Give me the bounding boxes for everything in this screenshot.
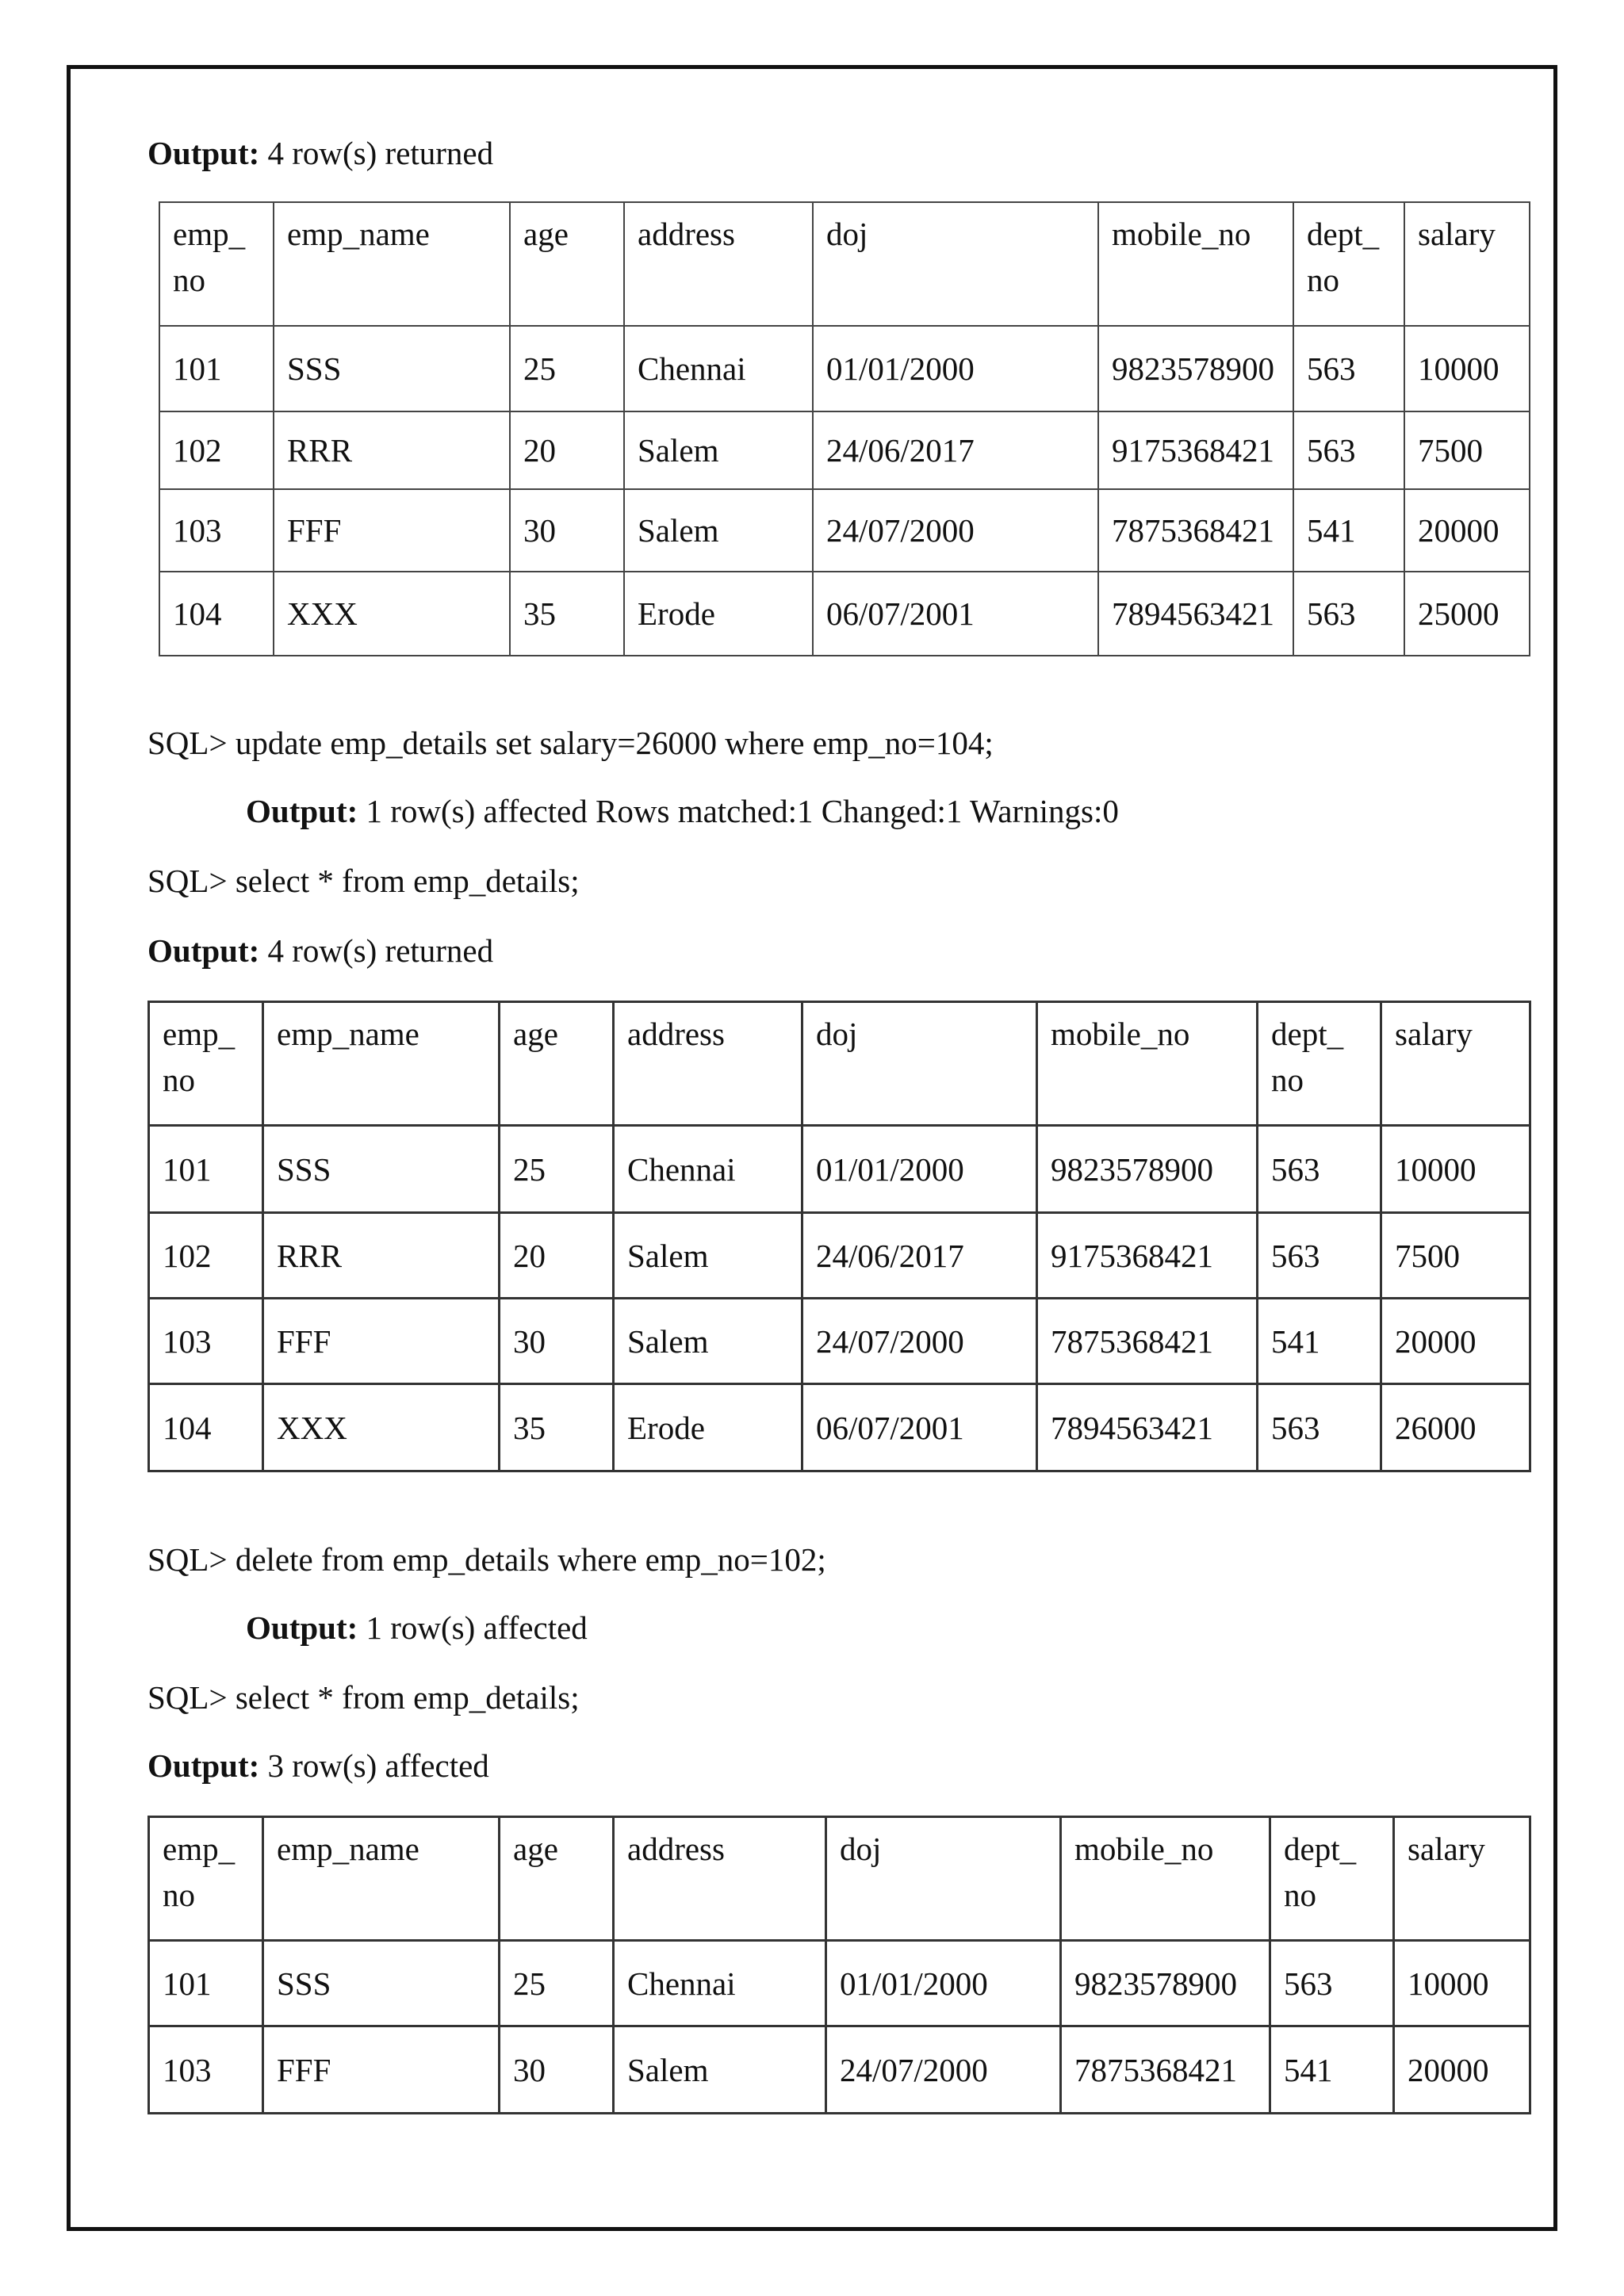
table-cell: 10000: [1404, 326, 1530, 411]
table-cell: 104: [159, 572, 274, 656]
table-cell: 20: [500, 1213, 614, 1299]
table-cell: Erode: [614, 1384, 802, 1471]
table-cell: RRR: [274, 411, 510, 489]
output-text: 3 row(s) affected: [267, 1747, 489, 1784]
column-header-text: age: [513, 1831, 558, 1867]
output-label: Output:: [246, 793, 358, 829]
table-cell: 7894563421: [1098, 572, 1293, 656]
table-row: [149, 1126, 1530, 1213]
table-cell: 103: [149, 1299, 263, 1384]
table-cell: Salem: [624, 411, 813, 489]
column-header-text: no: [163, 1877, 195, 1913]
column-header-text: emp_name: [277, 1016, 419, 1052]
column-header-text: salary: [1395, 1016, 1473, 1052]
table-cell: FFF: [274, 489, 510, 572]
table-cell: 20: [510, 411, 624, 489]
table-header-row: [149, 1002, 1530, 1126]
column-header-text: age: [513, 1016, 558, 1052]
table-cell: 30: [510, 489, 624, 572]
column-header-text: dept_: [1271, 1016, 1344, 1052]
column-header-text: doj: [816, 1016, 858, 1052]
table-cell: SSS: [274, 326, 510, 411]
table-cell: 563: [1270, 1941, 1394, 2026]
table-header-row: [159, 202, 1530, 326]
column-header: [614, 1817, 826, 1941]
table-cell: Erode: [624, 572, 813, 656]
table-cell: 7500: [1381, 1213, 1530, 1299]
output-label: Output:: [147, 135, 260, 171]
column-header-text: dept_: [1307, 216, 1380, 252]
table-cell: 01/01/2000: [826, 1941, 1061, 2026]
column-header-text: no: [1284, 1877, 1316, 1913]
column-header-text: address: [627, 1016, 725, 1052]
column-header-text: mobile_no: [1051, 1016, 1190, 1052]
table-cell: 7875368421: [1061, 2026, 1270, 2114]
output-text: 4 row(s) returned: [267, 135, 494, 171]
table-cell: XXX: [274, 572, 510, 656]
table-row: [159, 326, 1530, 411]
column-header: [813, 202, 1098, 326]
column-header: [1394, 1817, 1530, 1941]
table-cell: 563: [1258, 1384, 1381, 1471]
column-header: [1270, 1817, 1394, 1941]
column-header: [274, 202, 510, 326]
table-row: [159, 489, 1530, 572]
column-header-text: salary: [1418, 216, 1496, 252]
column-header-text: doj: [826, 216, 868, 252]
output-label: Output:: [246, 1609, 358, 1646]
column-header-text: age: [523, 216, 569, 252]
table-cell: 10000: [1394, 1941, 1530, 2026]
table-cell: 24/06/2017: [813, 411, 1098, 489]
table-cell: 24/07/2000: [826, 2026, 1061, 2114]
table-cell: 01/01/2000: [813, 326, 1098, 411]
table-cell: 103: [159, 489, 274, 572]
table-cell: 541: [1293, 489, 1404, 572]
table-cell: 101: [159, 326, 274, 411]
table-cell: 20000: [1394, 2026, 1530, 2114]
column-header: [624, 202, 813, 326]
table-cell: Salem: [614, 1299, 802, 1384]
table-cell: 30: [500, 2026, 614, 2114]
table-cell: 25: [510, 326, 624, 411]
table-row: [149, 1384, 1530, 1471]
table-cell: 563: [1258, 1126, 1381, 1213]
table-cell: 06/07/2001: [802, 1384, 1037, 1471]
table-cell: 541: [1258, 1299, 1381, 1384]
table-cell: 9175368421: [1098, 411, 1293, 489]
table-cell: 101: [149, 1126, 263, 1213]
table-cell: 26000: [1381, 1384, 1530, 1471]
table-cell: 104: [149, 1384, 263, 1471]
column-header-text: dept_: [1284, 1831, 1357, 1867]
table-cell: XXX: [263, 1384, 500, 1471]
table-cell: FFF: [263, 1299, 500, 1384]
column-header: [1404, 202, 1530, 326]
column-header: [159, 202, 274, 326]
sql-select-command-1: SQL> select * from emp_details;: [147, 863, 580, 899]
table-cell: 563: [1293, 411, 1404, 489]
column-header-text: address: [627, 1831, 725, 1867]
table-cell: 20000: [1381, 1299, 1530, 1384]
table-cell: Chennai: [614, 1941, 826, 2026]
column-header-text: emp_: [173, 216, 246, 252]
table-cell: SSS: [263, 1941, 500, 2026]
table-cell: Salem: [614, 1213, 802, 1299]
output-text: 1 row(s) affected: [366, 1609, 588, 1646]
column-header: [149, 1002, 263, 1126]
column-header-text: no: [163, 1062, 195, 1098]
table-cell: 25: [500, 1941, 614, 2026]
table-cell: 10000: [1381, 1126, 1530, 1213]
column-header-text: address: [638, 216, 735, 252]
table-cell: 7894563421: [1037, 1384, 1258, 1471]
column-header-text: salary: [1408, 1831, 1485, 1867]
column-header: [1098, 202, 1293, 326]
table-cell: 35: [510, 572, 624, 656]
column-header: [1381, 1002, 1530, 1126]
column-header-text: doj: [840, 1831, 882, 1867]
table-cell: 7500: [1404, 411, 1530, 489]
table-cell: 7875368421: [1098, 489, 1293, 572]
table-cell: 563: [1293, 326, 1404, 411]
table-cell: 101: [149, 1941, 263, 2026]
column-header: [510, 202, 624, 326]
results-table-3: [147, 1816, 1531, 2114]
table-header-row: [149, 1817, 1530, 1941]
table-row: [159, 572, 1530, 656]
output-line-1: [147, 133, 493, 173]
results-table-1: [159, 201, 1530, 656]
table-cell: 06/07/2001: [813, 572, 1098, 656]
table-cell: 30: [500, 1299, 614, 1384]
column-header-text: mobile_no: [1112, 216, 1251, 252]
column-header-text: mobile_no: [1074, 1831, 1214, 1867]
output-line-update: [246, 791, 1119, 831]
output-text: 1 row(s) affected Rows matched:1 Changed:1 Warnings:0: [366, 793, 1119, 829]
table-cell: 24/07/2000: [813, 489, 1098, 572]
column-header: [826, 1817, 1061, 1941]
table-cell: 24/06/2017: [802, 1213, 1037, 1299]
column-header: [500, 1002, 614, 1126]
column-header-text: no: [173, 262, 205, 298]
table-cell: 20000: [1404, 489, 1530, 572]
table-cell: 7875368421: [1037, 1299, 1258, 1384]
table-cell: 563: [1258, 1213, 1381, 1299]
column-header-text: emp_: [163, 1016, 236, 1052]
table-cell: 35: [500, 1384, 614, 1471]
column-header: [263, 1817, 500, 1941]
table-cell: Chennai: [624, 326, 813, 411]
table-cell: 102: [149, 1213, 263, 1299]
output-label: Output:: [147, 932, 260, 969]
table-cell: SSS: [263, 1126, 500, 1213]
column-header: [1037, 1002, 1258, 1126]
column-header-text: no: [1307, 262, 1339, 298]
column-header-text: emp_name: [287, 216, 430, 252]
output-line-2: [147, 931, 493, 970]
table-cell: RRR: [263, 1213, 500, 1299]
column-header: [1293, 202, 1404, 326]
column-header: [1258, 1002, 1381, 1126]
sql-delete-command: SQL> delete from emp_details where emp_no=102;: [147, 1541, 826, 1578]
column-header-text: emp_name: [277, 1831, 419, 1867]
results-table-2: [147, 1001, 1531, 1472]
column-header-text: no: [1271, 1062, 1304, 1098]
column-header: [1061, 1817, 1270, 1941]
table-row: [149, 1299, 1530, 1384]
column-header-text: emp_: [163, 1831, 236, 1867]
output-label: Output:: [147, 1747, 260, 1784]
column-header: [263, 1002, 500, 1126]
column-header: [500, 1817, 614, 1941]
table-cell: Salem: [614, 2026, 826, 2114]
table-cell: FFF: [263, 2026, 500, 2114]
column-header: [614, 1002, 802, 1126]
table-cell: 9175368421: [1037, 1213, 1258, 1299]
output-line-3: [147, 1746, 489, 1785]
table-cell: 103: [149, 2026, 263, 2114]
sql-update-command: SQL> update emp_details set salary=26000 where emp_no=104;: [147, 725, 994, 761]
table-row: [149, 2026, 1530, 2114]
table-cell: 9823578900: [1098, 326, 1293, 411]
column-header: [149, 1817, 263, 1941]
table-row: [149, 1213, 1530, 1299]
table-cell: 25: [500, 1126, 614, 1213]
table-cell: Salem: [624, 489, 813, 572]
table-cell: 9823578900: [1061, 1941, 1270, 2026]
table-cell: 102: [159, 411, 274, 489]
sql-select-command-2: SQL> select * from emp_details;: [147, 1679, 580, 1716]
table-cell: 01/01/2000: [802, 1126, 1037, 1213]
output-text: 4 row(s) returned: [267, 932, 494, 969]
table-cell: 563: [1293, 572, 1404, 656]
table-cell: 541: [1270, 2026, 1394, 2114]
table-row: [149, 1941, 1530, 2026]
column-header: [802, 1002, 1037, 1126]
table-row: [159, 411, 1530, 489]
table-cell: 9823578900: [1037, 1126, 1258, 1213]
table-cell: Chennai: [614, 1126, 802, 1213]
output-line-delete: [246, 1608, 588, 1647]
table-cell: 24/07/2000: [802, 1299, 1037, 1384]
table-cell: 25000: [1404, 572, 1530, 656]
